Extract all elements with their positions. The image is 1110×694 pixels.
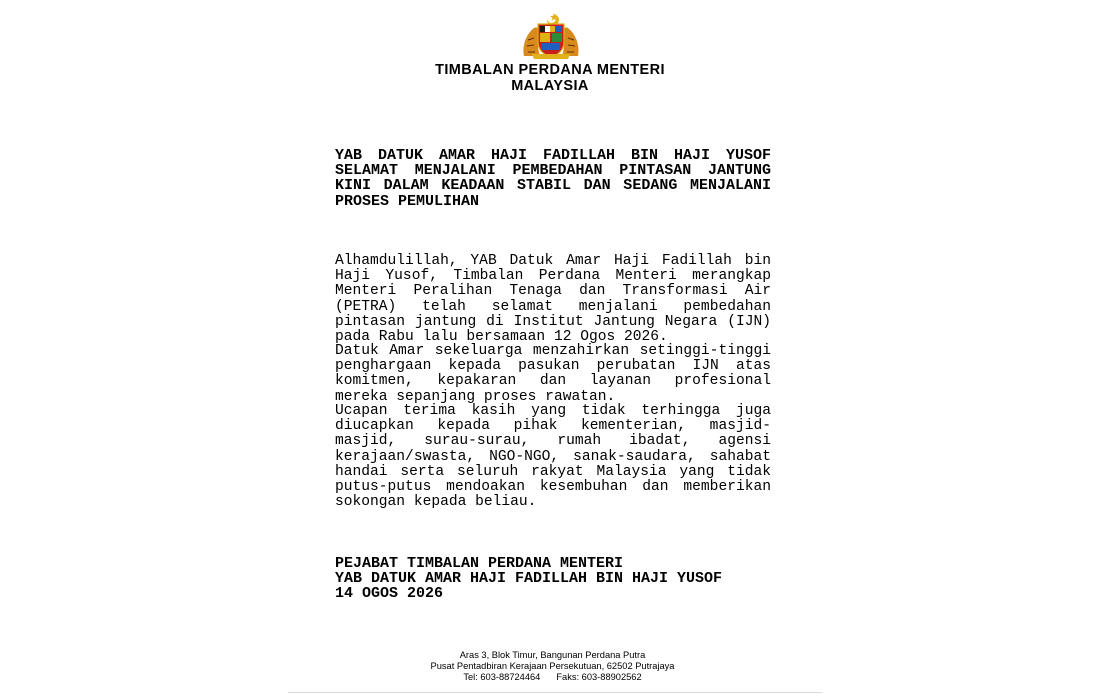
footer-address-line-2: Pusat Pentadbiran Kerajaan Persekutuan, 62502 Putrajaya bbox=[430, 661, 675, 671]
signature-office: PEJABAT TIMBALAN PERDANA MENTERI bbox=[335, 555, 624, 572]
signature-date: 14 OGOS 2026 bbox=[335, 585, 444, 603]
office-title: TIMBALAN PERDANA MENTERI bbox=[435, 62, 665, 78]
footer-fax: Faks: 603-88902562 bbox=[556, 672, 642, 682]
footer-divider bbox=[288, 692, 822, 693]
statement-paragraph-3: Ucapan terima kasih yang tidak terhingga juga diucapkan kepada pihak kementerian, masjid-masjid, surau-surau, rumah ibadat, agensi kerajaan/swasta, NGO-NGO, sanak-saudara, sahabat handai serta seluruh rakyat Malaysia yang tidak putus-putus mendoakan kesembuhan dan memberikan sokongan kepada beliau. bbox=[335, 403, 771, 511]
statement-heading: YAB DATUK AMAR HAJI FADILLAH BIN HAJI YUSOF SELAMAT MENJALANI PEMBEDAHAN PINTASAN JANTUNG KINI DALAM KEADAAN STABIL DAN SEDANG MENJALANI PROSES PEMULIHAN bbox=[335, 147, 771, 210]
office-country: MALAYSIA bbox=[511, 78, 589, 94]
footer-contact bbox=[400, 672, 705, 683]
signature-name: YAB DATUK AMAR HAJI FADILLAH BIN HAJI YUSOF bbox=[335, 570, 723, 588]
footer-address-line-1: Aras 3, Blok Timur, Bangunan Perdana Putra bbox=[459, 650, 646, 660]
signature-block bbox=[335, 556, 771, 602]
statement-paragraph-2: Datuk Amar sekeluarga menzahirkan setinggi-tinggi penghargaan kepada pasukan perubatan IJN atas komitmen, kepakaran dan layanan profesional mereka sepanjang proses rawatan. bbox=[335, 343, 771, 405]
statement-paragraph-1: Alhamdulillah, YAB Datuk Amar Haji Fadillah bin Haji Yusof, Timbalan Perdana Menteri merangkap Menteri Peralihan Tenaga dan Transformasi Air (PETRA) telah selamat menjalani pembedahan pintasan jantung di Institut Jantung Negara (IJN) pada Rabu lalu bersamaan 12 Ogos 2026. bbox=[335, 253, 771, 346]
footer-telephone: Tel: 603-88724464 bbox=[463, 672, 541, 682]
malaysia-coat-of-arms-icon bbox=[520, 10, 582, 60]
